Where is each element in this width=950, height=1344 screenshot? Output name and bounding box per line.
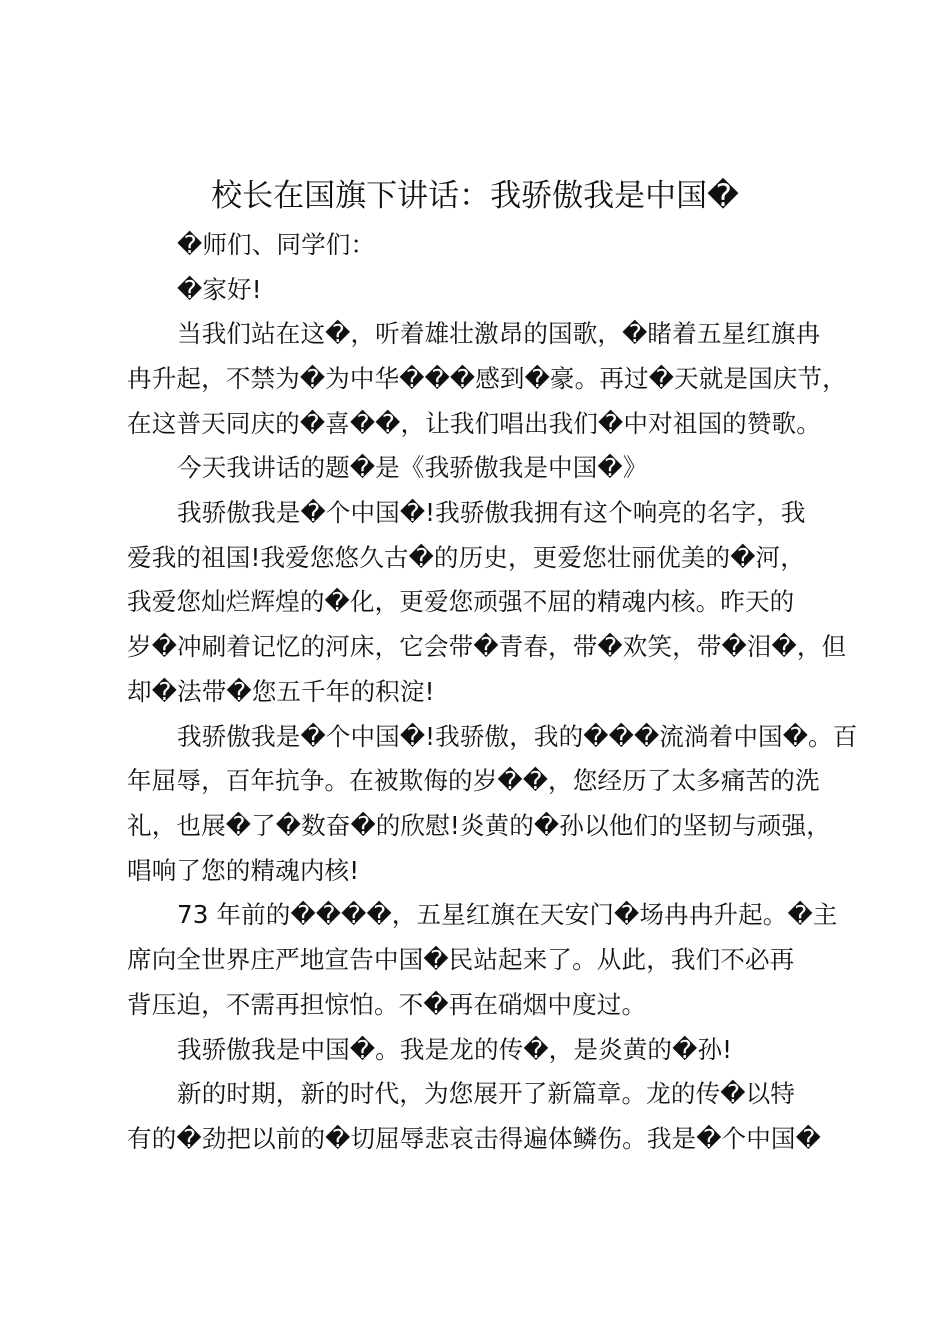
paragraph-first-line: 新的时期，新的时代，为您展开了新篇章。龙的传�以特 xyxy=(177,1079,795,1108)
document-title: 校长在国旗下讲话：我骄傲我是中国� xyxy=(211,178,739,214)
paragraph-line: 在这普天同庆的�喜��，让我们唱出我们�中对祖国的赞歌。 xyxy=(127,409,821,438)
paragraph-first-line: 今天我讲话的题�是《我骄傲我是中国�》 xyxy=(177,453,648,482)
paragraph-line: 唱响了您的精魂内核! xyxy=(127,856,360,885)
paragraph-line: 背压迫，不需再担惊怕。不�再在硝烟中度过。 xyxy=(127,990,647,1019)
paragraph-first-line: 73 年前的����，五星红旗在天安门�场冉冉升起。�主 xyxy=(177,900,838,929)
paragraph-first-line: 我骄傲我是中国�。我是龙的传�，是炎黄的�孙! xyxy=(177,1035,733,1064)
paragraph-first-line: 当我们站在这�，听着雄壮激昂的国歌，�睹着五星红旗冉 xyxy=(177,319,821,348)
paragraph-line: 却�法带�您五千年的积淀! xyxy=(127,677,435,706)
paragraph-line: 爱我的祖国!我爱您悠久古�的历史，更爱您壮丽优美的�河， xyxy=(127,543,805,572)
paragraph-line: 席向全世界庄严地宣告中国�民站起来了。从此，我们不必再 xyxy=(127,945,795,974)
paragraph-line: 岁�冲刷着记忆的河床，它会带�青春，带�欢笑，带�泪�，但 xyxy=(127,632,847,661)
paragraph-line: 年屈辱，百年抗争。在被欺侮的岁��，您经历了太多痛苦的洗 xyxy=(127,766,820,795)
paragraph-first-line: 我骄傲我是�个中国�!我骄傲，我的���流淌着中国�。百 xyxy=(177,722,858,751)
greeting-line: �家好! xyxy=(177,275,262,304)
paragraph-line: 礼，也展�了�数奋�的欣慰!炎黄的�孙以他们的坚韧与顽强， xyxy=(127,811,831,840)
paragraph-line: 有的�劲把以前的�切屈辱悲哀击得遍体鳞伤。我是�个中国� xyxy=(127,1124,821,1153)
greeting-line: �师们、同学们： xyxy=(177,230,376,259)
paragraph-line: 冉升起，不禁为�为中华���感到�豪。再过�天就是国庆节， xyxy=(127,364,847,393)
paragraph-line: 我爱您灿烂辉煌的�化，更爱您顽强不屈的精魂内核。昨天的 xyxy=(127,587,795,616)
paragraph-first-line: 我骄傲我是�个中国�!我骄傲我拥有这个响亮的名字，我 xyxy=(177,498,806,527)
